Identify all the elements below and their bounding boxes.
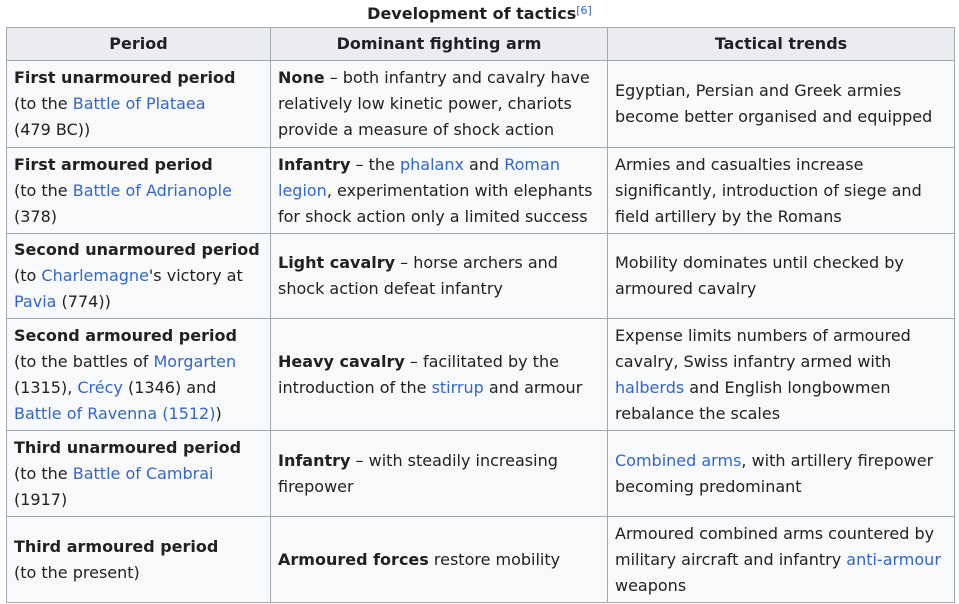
roman-legion-link[interactable]: Roman legion	[278, 154, 560, 200]
arm-cell	[271, 517, 608, 603]
period-cell	[7, 431, 271, 517]
period-text: (to the battles of	[14, 351, 154, 371]
period-cell	[7, 319, 271, 431]
arm-name: Infantry	[278, 450, 351, 470]
morgarten-link[interactable]: Morgarten	[153, 351, 237, 371]
period-text: (774))	[56, 292, 111, 311]
pavia-link[interactable]: Pavia	[14, 292, 57, 311]
period-cell	[7, 234, 271, 319]
header-row	[7, 28, 955, 61]
period-name: Third armoured period	[14, 536, 219, 556]
arm-text: restore mobility	[428, 549, 561, 569]
period-text: )	[215, 403, 222, 423]
arm-cell	[271, 234, 608, 319]
citation-ref	[576, 4, 592, 17]
combined-arms-link[interactable]: Combined arms	[615, 450, 742, 470]
arm-cell	[271, 319, 608, 431]
battle-of-cambrai-link[interactable]: Battle of Cambrai	[72, 463, 214, 483]
arm-name: None	[278, 68, 325, 87]
charlemagne-link[interactable]: Charlemagne	[41, 266, 149, 285]
table-row	[7, 61, 955, 148]
stirrup-link[interactable]: stirrup	[431, 377, 484, 397]
period-name: First armoured period	[14, 154, 213, 174]
trends-text: Mobility dominates until checked by armoured cavalry	[615, 253, 904, 298]
arm-text: and armour	[483, 377, 583, 397]
trends-text: weapons	[615, 575, 687, 595]
trends-cell	[608, 431, 955, 517]
period-name: Second armoured period	[14, 325, 237, 345]
period-cell	[7, 148, 271, 234]
trends-text: Armoured combined arms countered by military aircraft and infantry	[615, 523, 935, 569]
table-caption	[0, 2, 959, 26]
arm-text: , experimentation with elephants for shock action only a limited success	[278, 180, 593, 226]
trends-text: Expense limits numbers of armoured cavalry, Swiss infantry armed with	[615, 325, 911, 371]
period-name: First unarmoured period	[14, 68, 236, 87]
table-row	[7, 148, 955, 234]
period-name: Third unarmoured period	[14, 437, 242, 457]
trends-cell	[608, 234, 955, 319]
period-text: (1917)	[14, 489, 68, 509]
battle-of-ravenna-link[interactable]: Battle of Ravenna (1512)	[14, 403, 216, 423]
trends-cell	[608, 517, 955, 603]
table-row	[7, 517, 955, 603]
period-text: (to the	[14, 94, 73, 113]
arm-name: Light cavalry	[278, 253, 396, 272]
battle-of-adrianople-link[interactable]: Battle of Adrianople	[72, 180, 232, 200]
arm-name: Heavy cavalry	[278, 351, 405, 371]
period-text: (to the present)	[14, 562, 140, 582]
trends-cell	[608, 148, 955, 234]
arm-name: Armoured forces	[278, 549, 429, 569]
arm-text: – the	[350, 154, 400, 174]
period-text: (to the	[14, 180, 73, 200]
period-name: Second unarmoured period	[14, 240, 260, 259]
caption-title: Development of tactics	[367, 4, 577, 23]
halberds-link[interactable]: halberds	[615, 377, 685, 397]
trends-text: , with artillery firepower becoming predominant	[615, 450, 934, 496]
arm-text: – with steadily increasing firepower	[278, 450, 558, 496]
header-dominant-arm: Dominant fighting arm	[271, 28, 608, 61]
trends-cell	[608, 61, 955, 148]
arm-cell	[271, 148, 608, 234]
battle-of-plataea-link[interactable]: Battle of Plataea	[72, 94, 206, 113]
arm-cell	[271, 61, 608, 148]
citation-link[interactable]: [6]	[576, 4, 592, 17]
period-text: 's victory at	[148, 266, 243, 285]
table-row	[7, 234, 955, 319]
period-text: (378)	[14, 206, 58, 226]
arm-text: and	[463, 154, 505, 174]
trends-text: Armies and casualties increase significantly, introduction of siege and field artillery by the Romans	[615, 154, 922, 226]
arm-name: Infantry	[278, 154, 351, 174]
phalanx-link[interactable]: phalanx	[399, 154, 464, 174]
trends-cell	[608, 319, 955, 431]
arm-text: – horse archers and shock action defeat infantry	[278, 253, 558, 298]
table-row	[7, 431, 955, 517]
anti-armour-link[interactable]: anti-armour	[846, 549, 941, 569]
period-cell	[7, 517, 271, 603]
trends-text: and English longbowmen rebalance the scales	[615, 377, 891, 423]
header-period: Period	[7, 28, 271, 61]
period-text: (1315),	[14, 377, 78, 397]
header-tactical-trends: Tactical trends	[608, 28, 955, 61]
arm-text: – both infantry and cavalry have relatively low kinetic power, chariots provide a measure of shock action	[278, 68, 590, 139]
period-text: (to the	[14, 463, 73, 483]
arm-cell	[271, 431, 608, 517]
arm-text: – facilitated by the introduction of the	[278, 351, 559, 397]
crecy-link[interactable]: Crécy	[77, 377, 123, 397]
period-text: (to	[14, 266, 42, 285]
trends-text: Egyptian, Persian and Greek armies become better organised and equipped	[615, 81, 933, 126]
period-text: (479 BC))	[14, 120, 91, 139]
table-row	[7, 319, 955, 431]
period-cell	[7, 61, 271, 148]
tactics-table	[6, 27, 955, 603]
period-text: (1346) and	[122, 377, 217, 397]
